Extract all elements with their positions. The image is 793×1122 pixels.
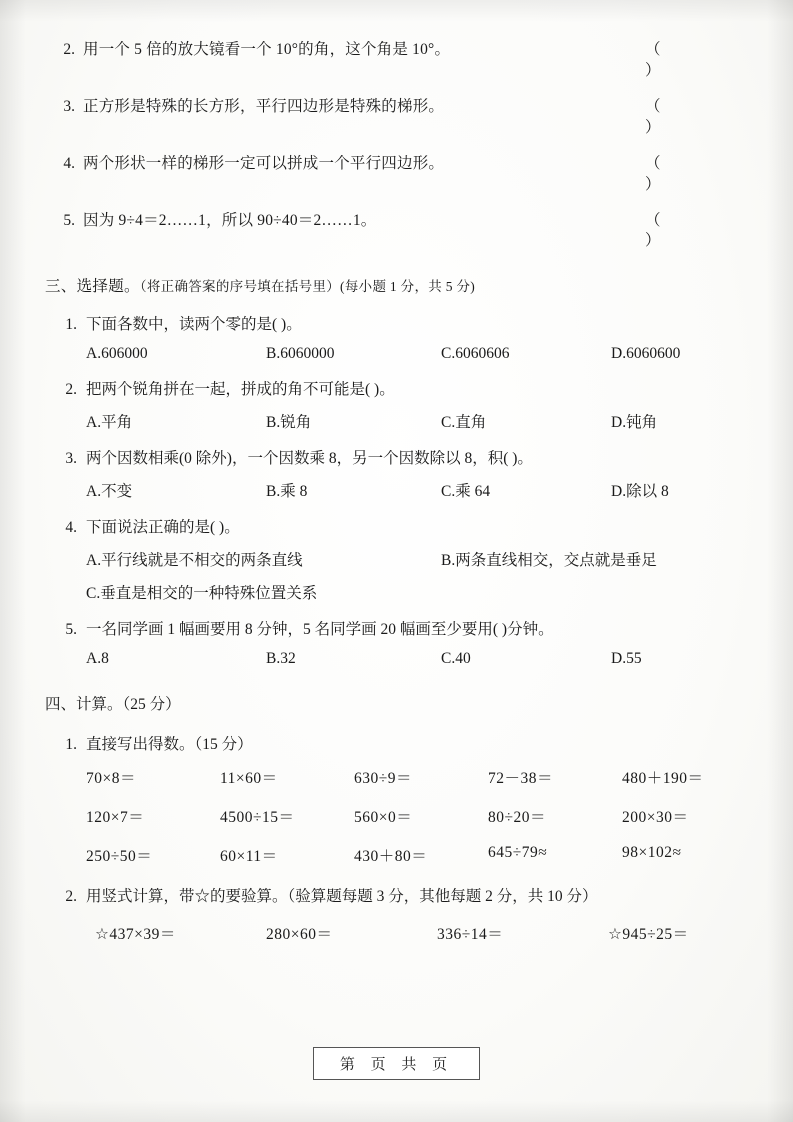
vertical-expression[interactable]: 336÷14＝ [437,926,504,944]
question-text: 下面各数中，读两个零的是( )。 [86,316,302,334]
section-heading-choice [45,274,750,296]
option-b[interactable]: B.两条直线相交，交点就是垂足 [441,552,657,570]
section-title: 三、选择题。 [45,278,140,296]
calculation-subquestion [45,732,750,754]
option-c[interactable]: C.乘 64 [441,483,491,501]
item-number: 3. [63,97,75,115]
true-false-item [45,154,750,196]
option-row [45,479,750,501]
option-d[interactable]: D.55 [611,650,642,668]
expression[interactable]: 430＋80＝ [354,848,428,866]
expression[interactable]: 630÷9＝ [354,770,413,788]
option-c[interactable]: C.40 [441,650,471,668]
expression[interactable]: 98×102≈ [622,844,682,862]
true-false-item [45,97,750,139]
calculation-subquestion [45,884,750,906]
choice-question [45,312,750,334]
option-b[interactable]: B.32 [266,650,296,668]
item-number: 5. [63,211,75,229]
expression-row [86,844,750,866]
question-number: 5. [65,621,77,639]
expression[interactable]: 72－38＝ [488,770,554,788]
item-text: 两个形状一样的梯形一定可以拼成一个平行四边形。 [83,154,445,172]
option-b[interactable]: B.锐角 [266,414,312,432]
option-c[interactable]: C.垂直是相交的一种特殊位置关系 [86,585,318,603]
option-a[interactable]: A.平行线就是不相交的两条直线 [86,552,303,570]
option-row [45,650,750,668]
true-false-item [45,40,750,82]
choice-question [45,515,750,537]
true-false-section [45,40,750,252]
question-text: 一名同学画 1 幅画要用 8 分钟，5 名同学画 20 幅画至少要用( )分钟。 [86,621,554,639]
option-a[interactable]: A.平角 [86,414,133,432]
expression[interactable]: 200×30＝ [622,809,689,827]
true-false-item [45,211,750,253]
question-text: 两个因数相乘(0 除外)，一个因数乘 8，另一个因数除以 8，积( )。 [86,450,533,468]
expression[interactable]: 480＋190＝ [622,770,704,788]
expression[interactable]: 60×11＝ [220,848,278,866]
expression[interactable]: 70×8＝ [86,770,136,788]
question-number: 2. [65,381,77,399]
question-number: 3. [65,450,77,468]
item-number: 2. [63,41,75,58]
page-footer [0,1047,793,1080]
vertical-calculation-row [45,922,750,944]
answer-parenthesis[interactable]: （ ） [645,211,691,250]
item-text: 因为 9÷4＝2……1，所以 90÷40＝2……1。 [83,211,377,229]
item-number: 4. [63,154,75,172]
oral-calculation-grid [45,766,750,866]
calculation-section [45,692,750,944]
option-d[interactable]: D.钝角 [611,414,658,432]
option-a[interactable]: A.8 [86,650,109,668]
page-number-box: 第 页 共 页 [313,1047,480,1080]
item-text: 用一个 5 倍的放大镜看一个 10°的角，这个角是 10°。 [83,41,451,58]
expression[interactable]: 4500÷15＝ [220,809,295,827]
item-text: 正方形是特殊的长方形，平行四边形是特殊的梯形。 [83,97,445,115]
choice-question [45,617,750,639]
choice-section [45,274,750,668]
option-c[interactable]: C.6060606 [441,345,510,363]
section-heading-calculation: 四、计算。（25 分） [45,696,181,714]
answer-parenthesis[interactable]: （ ） [645,154,691,193]
option-a[interactable]: A.606000 [86,345,148,363]
option-row [45,345,750,363]
option-a[interactable]: A.不变 [86,483,133,501]
option-row [45,410,750,432]
vertical-expression[interactable]: 280×60＝ [266,926,333,944]
choice-question [45,446,750,468]
expression-row [86,766,750,788]
option-row [45,581,750,603]
question-number: 1. [65,316,77,334]
option-b[interactable]: B.6060000 [266,345,335,363]
expression[interactable]: 80÷20＝ [488,809,547,827]
option-d[interactable]: D.除以 8 [611,483,669,501]
page-content [45,40,750,944]
choice-question [45,377,750,399]
vertical-expression[interactable]: ☆437×39＝ [95,926,176,944]
subquestion-text: 用竖式计算，带☆的要验算。（验算题每题 3 分，其他每题 2 分，共 10 分） [86,888,598,906]
option-c[interactable]: C.直角 [441,414,487,432]
expression-row [86,805,750,827]
answer-parenthesis[interactable]: （ ） [645,41,691,79]
expression[interactable]: 560×0＝ [354,809,413,827]
subquestion-text: 直接写出得数。（15 分） [86,736,253,754]
section-subtitle: （将正确答案的序号填在括号里）(每小题 1 分，共 5 分) [139,279,476,295]
subquestion-number: 1. [65,736,77,754]
question-text: 下面说法正确的是( )。 [86,519,240,537]
expression[interactable]: 645÷79≈ [488,844,548,862]
answer-parenthesis[interactable]: （ ） [645,97,691,136]
option-row [45,548,750,570]
question-text: 把两个锐角拼在一起，拼成的角不可能是( )。 [86,381,395,399]
expression[interactable]: 120×7＝ [86,809,145,827]
question-number: 4. [65,519,77,537]
expression[interactable]: 250÷50＝ [86,848,153,866]
option-d[interactable]: D.6060600 [611,345,681,363]
vertical-expression[interactable]: ☆945÷25＝ [608,926,689,944]
subquestion-number: 2. [65,888,77,906]
option-b[interactable]: B.乘 8 [266,483,308,501]
expression[interactable]: 11×60＝ [220,770,278,788]
